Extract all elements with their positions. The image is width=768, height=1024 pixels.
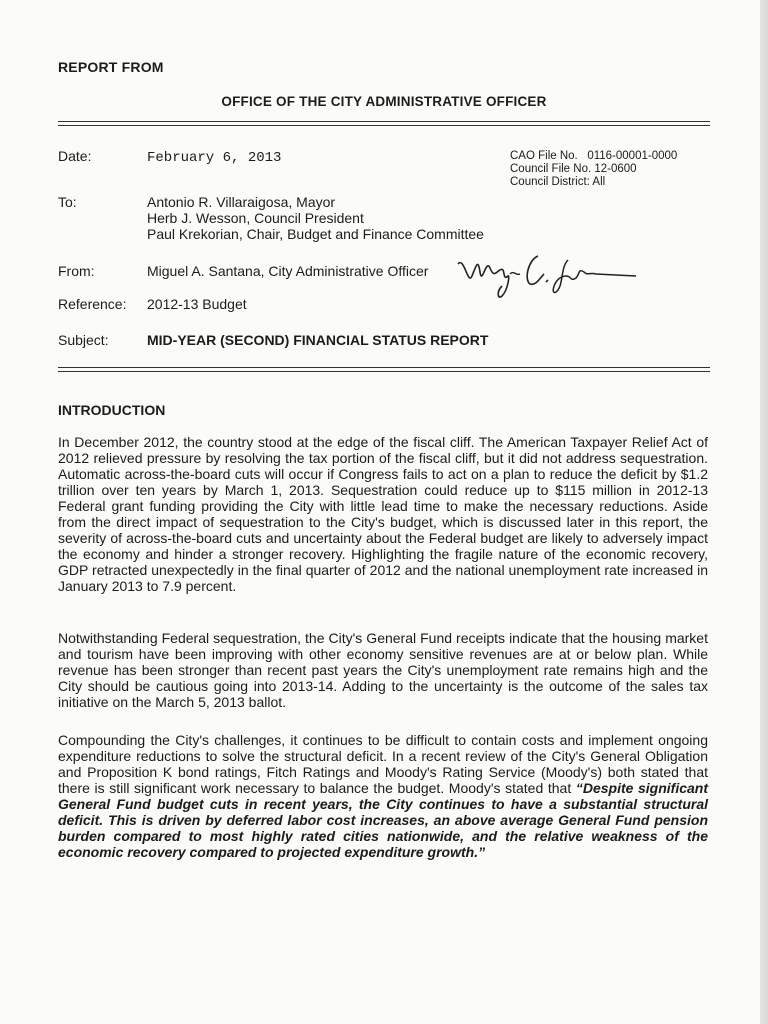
to-recipients bbox=[147, 194, 484, 242]
recipient-mayor: Antonio R. Villaraigosa, Mayor bbox=[147, 194, 336, 210]
date-label: Date: bbox=[58, 148, 92, 164]
date-value: February 6, 2013 bbox=[147, 150, 282, 166]
reference-value: 2012-13 Budget bbox=[147, 296, 247, 312]
paragraph-1: In December 2012, the country stood at the edge of the fiscal cliff. The American Taxpayer Relief Act of 2012 relieved pressure by resolving the tax portion of the fiscal cliff, but it did not address sequestration. Automatic across-the-board cuts will occur if Congress fails to act on a plan to reduce the deficit by $1.2 trillion over ten years by March 1, 2013. Sequestration could reduce up to $115 million in 2012-13 Federal grant funding providing the City with little lead time to make the necessary reductions. Aside from the direct impact of sequestration to the City's budget, which is discussed later in this report, the severity of across-the-board cuts and uncertainty about the Federal budget are likely to adversely impact the economy and hinder a stronger recovery. Highlighting the fragile nature of the economic recovery, GDP retracted unexpectedly in the final quarter of 2012 and the national unemployment rate increased in January 2013 to 7.9 percent. bbox=[58, 434, 708, 594]
introduction-heading: INTRODUCTION bbox=[58, 402, 166, 418]
council-file-number: Council File No. 12-0600 bbox=[510, 163, 637, 175]
divider-mid-1 bbox=[58, 367, 710, 368]
paragraph-3 bbox=[58, 732, 708, 860]
paragraph-3-text: Compounding the City's challenges, it continues to be difficult to contain costs and implement ongoing expenditure reductions to solve the structural deficit. In a recent review of the City's General Obligation and Proposition K bond ratings, Fitch Ratings and Moody's Rating Service (Moody's) both stated that there is still significant work necessary to balance the budget. Moody's stated that bbox=[58, 732, 708, 796]
subject-value: MID-YEAR (SECOND) FINANCIAL STATUS REPORT bbox=[147, 332, 489, 348]
page-edge bbox=[760, 0, 768, 1024]
from-label: From: bbox=[58, 263, 95, 279]
report-from-heading: REPORT FROM bbox=[58, 59, 164, 75]
divider-top-2 bbox=[58, 125, 710, 126]
office-heading: OFFICE OF THE CITY ADMINISTRATIVE OFFICER bbox=[221, 94, 547, 109]
recipient-budget-chair: Paul Krekorian, Chair, Budget and Finance Committee bbox=[147, 226, 484, 242]
subject-label: Subject: bbox=[58, 332, 109, 348]
reference-label: Reference: bbox=[58, 296, 127, 312]
paragraph-2: Notwithstanding Federal sequestration, the City's General Fund receipts indicate that the housing market and tourism have been improving with other economy sensitive revenues are at or below plan. While revenue has been stronger than recent past years the City's unemployment rate remains high and the City should be cautious going into 2013-14. Adding to the uncertainty is the outcome of the sales tax initiative on the March 5, 2013 ballot. bbox=[58, 630, 708, 710]
to-label: To: bbox=[58, 194, 77, 210]
moodys-quote: “Despite significant General Fund budget cuts in recent years, the City continues to have a substantial structural deficit. This is driven by deferred labor cost increases, an above average General Fund pension burden compared to most highly rated cities nationwide, and the relative weakness of the economic recovery compared to projected expenditure growth.” bbox=[58, 780, 709, 860]
signature-image bbox=[450, 246, 640, 306]
file-numbers bbox=[510, 150, 677, 189]
from-value: Miguel A. Santana, City Administrative Officer bbox=[147, 263, 429, 279]
divider-mid-2 bbox=[58, 371, 710, 372]
cao-file-number: CAO File No. 0116-00001-0000 bbox=[510, 150, 678, 162]
recipient-council-president: Herb J. Wesson, Council President bbox=[147, 210, 364, 226]
divider-top-1 bbox=[58, 121, 710, 122]
council-district: Council District: All bbox=[510, 176, 606, 188]
